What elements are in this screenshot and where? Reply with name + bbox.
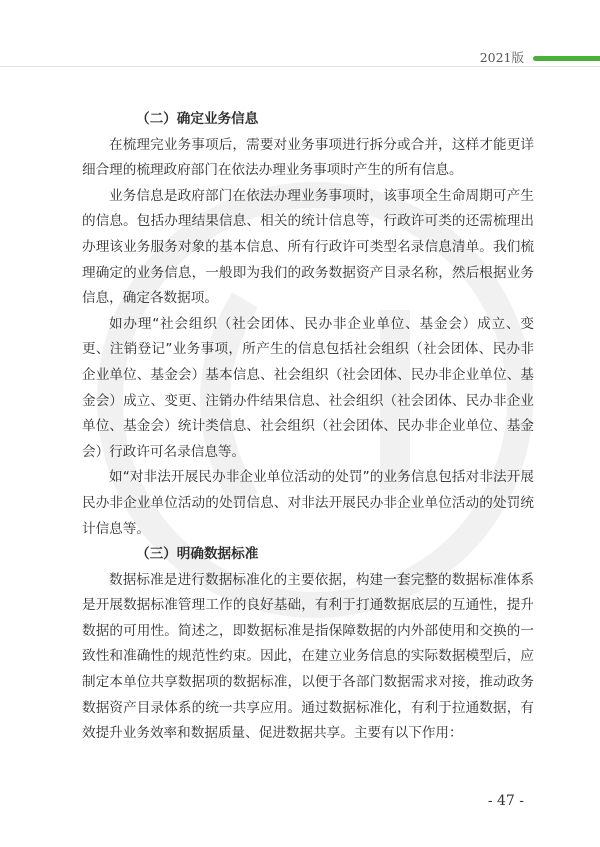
- header-accent-bar: [533, 56, 600, 61]
- body-paragraph: 如“对非法开展民办非企业单位活动的处罚”的业务信息包括对非法开展民办非企业单位活动的处罚信息、对非法开展民办非企业单位活动的处罚统计信息等。: [82, 469, 534, 537]
- body-paragraph: 在梳理完业务事项后，需要对业务事项进行拆分或合并，这样才能更详细合理的梳理政府部门在依法办理业务事项时产生的所有信息。: [82, 136, 534, 179]
- body-paragraph: 如办理“社会组织（社会团体、民办非企业单位、基金会）成立、变更、注销登记”业务事项，所产生的信息包括社会组织（社会团体、民办非企业单位、基金会）基本信息、社会组织（社会团体、民办非企业单位、基金会）成立、变更、注销办件结果信息、社会组织（社会团体、民办非企业单位、基金会）统计类信息、社会组织（社会团体、民办非企业单位、基金会）行政许可名录信息等。: [82, 315, 534, 460]
- header-divider: [0, 66, 600, 67]
- section-heading-2: （二）确定业务信息: [136, 111, 259, 127]
- section-heading-3: （三）明确数据标准: [136, 546, 259, 563]
- document-body: [82, 107, 534, 747]
- body-paragraph: 业务信息是政府部门在依法办理业务事项时，该事项全生命周期可产生的信息。包括办理结果信息、相关的统计信息等，行政许可类的还需梳理出办理该业务服务对象的基本信息、所有行政许可类型名录信息清单。我们梳理确定的业务信息，一般即为我们的政务数据资产目录名称，然后根据业务信息，确定各数据项。: [82, 187, 534, 307]
- edition-year-label: 2021版: [479, 50, 524, 65]
- body-paragraph: 数据标准是进行数据标准化的主要依据，构建一套完整的数据标准体系是开展数据标准管理工作的良好基础，有利于打通数据底层的互通性，提升数据的可用性。简述之，即数据标准是指保障数据的内外部使用和交换的一致性和准确性的规范性约束。因此，在建立业务信息的实际数据模型后，应制定本单位共享数据项的数据标准，以便于各部门数据需求对接，推动政务数据资产目录体系的统一共享应用。通过数据标准化，有利于拉通数据，有效提升业务效率和数据质量、促进数据共享。主要有以下作用：: [82, 571, 534, 742]
- page-number: - 47 -: [487, 793, 524, 809]
